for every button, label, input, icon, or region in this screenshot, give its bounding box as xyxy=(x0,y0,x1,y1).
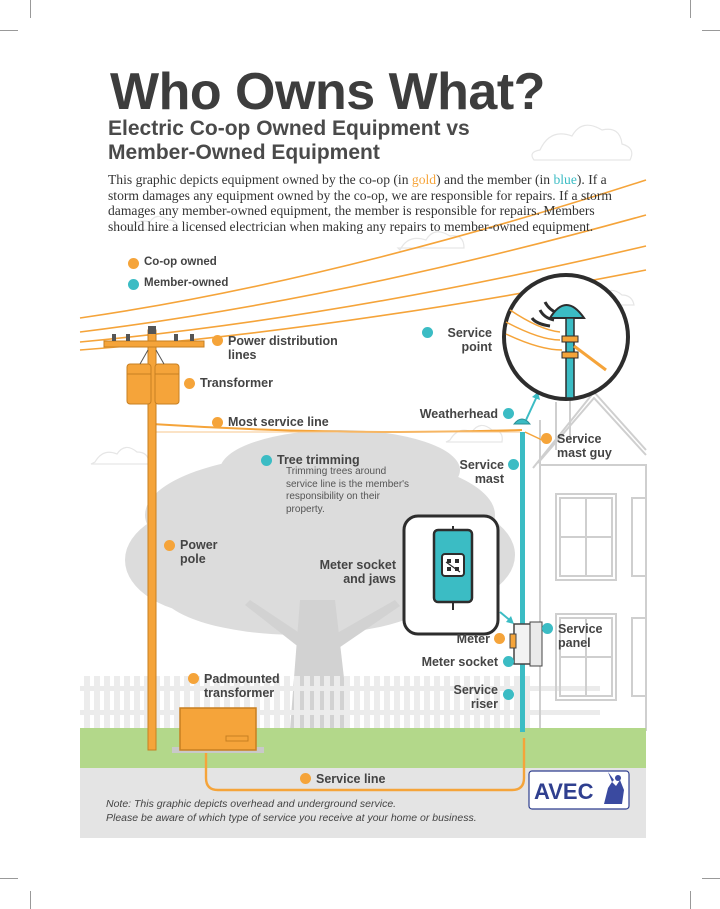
tree-trimming-description: Trimming trees around service line is the member's responsibility on their property. xyxy=(286,466,410,515)
service-line-dot xyxy=(300,773,311,784)
intro-blue-word: blue xyxy=(553,172,577,187)
service-panel-dot xyxy=(542,623,553,634)
service-panel-label: Service panel xyxy=(558,622,603,650)
footer-note-line-1: Note: This graphic depicts overhead and underground service. xyxy=(106,798,397,810)
service-point-zoom xyxy=(504,275,628,399)
legend-member-label: Member-owned xyxy=(144,277,229,289)
fence-picket xyxy=(324,676,330,730)
grass xyxy=(80,728,646,768)
fence-picket xyxy=(334,676,340,730)
intro-part-1: This graphic depicts equipment owned by the co-op (in xyxy=(108,172,412,187)
footer-note xyxy=(106,798,477,825)
legend-coop-label: Co-op owned xyxy=(144,256,217,268)
fence-picket xyxy=(134,676,140,730)
intro-paragraph xyxy=(108,172,633,234)
meter-label: Meter xyxy=(456,632,490,646)
fence-picket xyxy=(404,676,410,730)
weatherhead-dot xyxy=(503,408,514,419)
service-mast-guy-label: Service mast guy xyxy=(557,432,612,460)
service-riser-dot xyxy=(503,689,514,700)
fence-picket xyxy=(394,676,400,730)
fence-picket xyxy=(294,676,300,730)
subtitle-line-1: Electric Co-op Owned Equipment vs xyxy=(108,117,470,140)
fence-picket xyxy=(504,676,510,730)
page-title: Who Owns What? xyxy=(110,63,545,121)
logo-text: AVEC xyxy=(534,779,594,804)
meter-socket-and-jaws-label: Meter socket and jaws xyxy=(319,558,396,586)
power-pole-label: Power pole xyxy=(180,538,218,566)
subtitle-line-2: Member-Owned Equipment xyxy=(108,141,380,164)
fence-picket xyxy=(94,676,100,730)
intro-part-3: ). If a storm damages any equipment owned by the co-op, we are responsible for repairs. If a storm damages any member-owned equipment, the member is responsible for repairs. Members should hire a licensed electrician when making any repairs to member-owned equipment. xyxy=(108,172,612,234)
fence-picket xyxy=(174,676,180,730)
service-line-label: Service line xyxy=(316,772,386,786)
padmounted-transformer-dot xyxy=(188,673,199,684)
power-distribution-lines-label: Power distribution lines xyxy=(228,334,338,362)
meter-socket-zoom xyxy=(404,516,498,634)
fence-picket xyxy=(104,676,110,730)
tree-trimming-label: Tree trimming xyxy=(277,453,360,467)
intro-gold-word: gold xyxy=(411,172,437,187)
fence-picket xyxy=(164,676,170,730)
power-pole-dot xyxy=(164,540,175,551)
intro-part-2: ) and the member (in xyxy=(436,172,554,187)
most-service-line xyxy=(152,424,522,432)
power-distribution-lines-dot xyxy=(212,335,223,346)
meter-socket-dot xyxy=(503,656,514,667)
fence-picket xyxy=(314,676,320,730)
fence-picket xyxy=(344,676,350,730)
service-mast-dot xyxy=(508,459,519,470)
meter-socket-label: Meter socket xyxy=(421,655,498,669)
tree-trimming-dot xyxy=(261,455,272,466)
fence-picket xyxy=(374,676,380,730)
most-service-line-label: Most service line xyxy=(228,415,329,429)
legend-coop-dot xyxy=(128,258,139,269)
fence-picket xyxy=(354,676,360,730)
transformer-dot xyxy=(184,378,195,389)
fence-picket xyxy=(114,676,120,730)
fence-picket xyxy=(304,676,310,730)
service-mast-label: Service mast xyxy=(459,458,504,486)
transformer-label: Transformer xyxy=(200,376,273,390)
meter-graphic xyxy=(510,622,542,666)
weatherhead-label: Weatherhead xyxy=(419,407,498,421)
service-riser-label: Service riser xyxy=(453,683,498,711)
fence-picket xyxy=(124,676,130,730)
fence-picket xyxy=(364,676,370,730)
footer-note-line-2: Please be aware of which type of service you receive at your home or business. xyxy=(106,811,477,824)
fence-picket xyxy=(414,676,420,730)
avec-logo xyxy=(528,770,630,810)
padmounted-transformer-graphic xyxy=(172,708,264,753)
padmounted-transformer-label: Padmounted transformer xyxy=(204,672,280,700)
service-point-dot xyxy=(422,327,433,338)
fence-picket xyxy=(84,676,90,730)
fence-picket xyxy=(384,676,390,730)
service-mast-guy-dot xyxy=(541,433,552,444)
fence-picket xyxy=(514,676,520,730)
most-service-line-dot xyxy=(212,417,223,428)
legend-member-dot xyxy=(128,279,139,290)
service-point-label: Service point xyxy=(447,326,492,354)
meter-dot xyxy=(494,633,505,644)
